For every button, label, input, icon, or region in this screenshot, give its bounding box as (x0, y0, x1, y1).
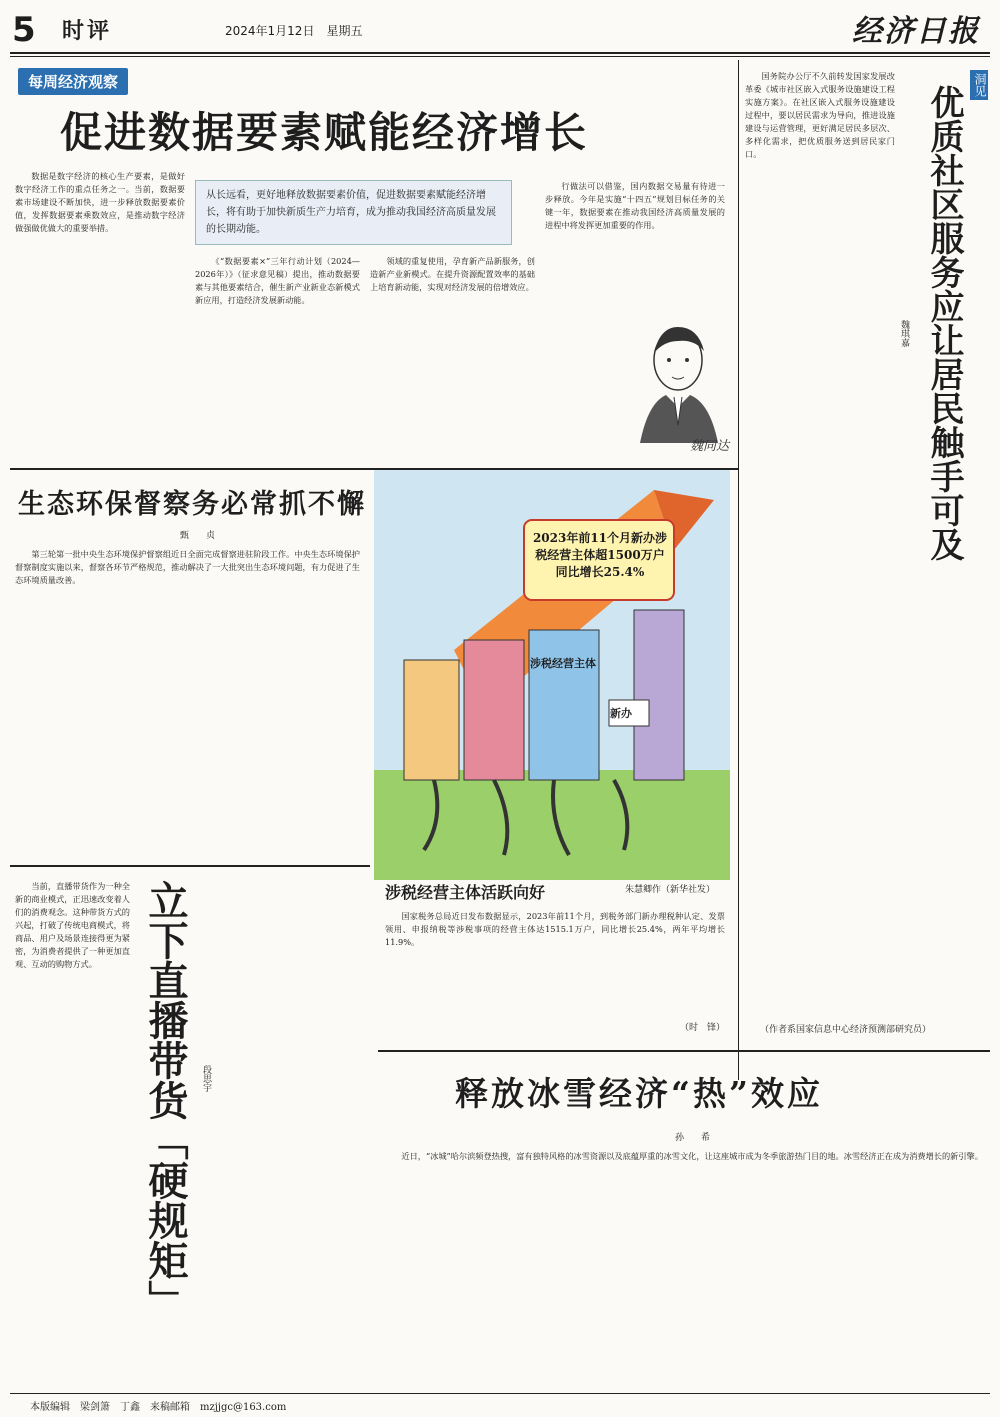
article1-column-2 (195, 255, 360, 460)
section-rule-2 (10, 865, 370, 867)
right-article-author: 魏琪嘉 (899, 320, 909, 347)
article2-title: 生态环保督察务必常抓不懈 (18, 489, 366, 520)
illustration-sign-new: 新办 (610, 707, 632, 720)
masthead-logo: 经济日报 (852, 14, 980, 49)
issue-date: 2024年1月12日 星期五 (225, 24, 363, 38)
illustration-credit: 朱慧卿作（新华社发） (625, 885, 716, 895)
header-rule (10, 52, 990, 54)
author-signature: 魏同达 (690, 439, 730, 454)
article4-title: 释放冰雪经济“热”效应 (455, 1074, 823, 1113)
article4-author: 孙 希 (675, 1133, 715, 1143)
header-rule-thin (10, 56, 990, 57)
article2-body (15, 548, 360, 848)
article1-col3-text: 领域的重复使用，孕育新产品新服务，创造新产业新模式。在提升资源配置效率的基础上培育新动能，实现对经济发展的倍增效应。 (370, 256, 535, 292)
right-article-body-bottom (745, 600, 985, 1020)
article2-text: 第三轮第一批中央生态环境保护督察组近日全面完成督察进驻阶段工作。中央生态环境保护督察制度实施以来，督察各环节严格规范，推动解决了一大批突出生态环境问题，有力促进了生态环境质量改善。 (15, 549, 360, 585)
article1-title: 促进数据要素赋能经济增长 (60, 108, 589, 157)
article1-col4-text: 行做法可以借鉴，国内数据交易量有待进一步释放。今年是实施“十四五”规划目标任务的关键一年，数据要素在推动我国经济高质量发展的进程中将发挥更加重要的作用。 (545, 181, 725, 230)
article4-text: 近日，“冰城”哈尔滨频登热搜，富有独特风格的冰雪资源以及底蕴厚重的冰雪文化，让这座城市成为冬季旅游热门目的地。冰雪经济正在成为消费增长的新引擎。 (401, 1151, 983, 1161)
right-article-body-top (745, 70, 895, 590)
section-rule-3 (378, 1050, 990, 1052)
article1-col1-text: 数据是数字经济的核心生产要素，是做好数字经济工作的重点任务之一。当前，数据要素市场建设不断加快，进一步释放数据要素价值，发挥数据要素乘数效应，是推动数字经济做强做优做大的重要举措。 (15, 171, 185, 233)
footer-rule (10, 1393, 990, 1394)
article4-body (385, 1150, 985, 1390)
right-article-text: 国务院办公厅不久前转发国家发展改革委《城市社区嵌入式服务设施建设工程实施方案》。在社区嵌入式服务设施建设过程中，要以居民需求为导向，推进设施建设与运营管理，更好满足居民多层次、多样化需求，把优质服务送到居民家门口。 (745, 71, 895, 159)
article1-column-4 (545, 180, 725, 310)
article2-author: 甄 贞 (180, 531, 220, 541)
article3-title: 立下直播带货「硬规矩」 (142, 880, 189, 1320)
article1-col2-text: 《“数据要素×”三年行动计划（2024—2026年）》（征求意见稿）提出，推动数据要素与其他要素结合，催生新产业新业态新模式新应用，打造经济发展新动能。 (195, 256, 360, 305)
section-name: 时评 (62, 18, 113, 44)
article3-text: 当前，直播带货作为一种全新的商业模式，正迅速改变着人们的消费观念。这种带货方式的兴起，打破了传统电商模式，将商品、用户及场景连接得更为紧密，为消费者提供了一种更加直观、互动的购物方式。 (15, 881, 130, 969)
article1-column-3 (370, 255, 535, 460)
page-number: 5 (12, 10, 36, 50)
right-column-divider (738, 60, 739, 1080)
insight-tag: 洞见 (970, 70, 988, 100)
illustration-headline: 2023年前11个月新办涉税经营主体超1500万户同比增长25.4% (532, 531, 668, 579)
illustration-author: （时 锋） (680, 1023, 726, 1033)
article3-body-right (215, 880, 370, 1385)
illustration-text: 国家税务总局近日发布数据显示，2023年前11个月，到税务部门新办理税种认定、发票领用、申报纳税等涉税事项的经营主体达1515.1万户，同比增长25.4%，两年平均增长11.9%。 (385, 911, 725, 947)
footer-editors: 本版编辑 梁剑箫 丁鑫 来稿邮箱 mzjjgc@163.com (30, 1402, 287, 1413)
illustration-sign-main: 涉税经营主体 (530, 657, 596, 670)
article3-author: 段思宇 (201, 1065, 211, 1092)
author-portrait (630, 315, 730, 445)
article3-body-left (15, 880, 130, 1385)
article1-column-1 (15, 170, 185, 460)
illustration-caption: 涉税经营主体活跃向好 (385, 883, 546, 902)
article1-summary: 从长远看，更好地释放数据要素价值，促进数据要素赋能经济增长，将有助于加快新质生产力培育，成为推动我国经济高质量发展的长期动能。 (195, 180, 512, 245)
right-article-title: 优质社区服务应让居民触手可及 (924, 85, 964, 561)
column-tag: 每周经济观察 (18, 68, 128, 95)
right-article-credit: （作者系国家信息中心经济预测部研究员） (760, 1025, 932, 1035)
illustration-text-block (385, 910, 725, 1030)
